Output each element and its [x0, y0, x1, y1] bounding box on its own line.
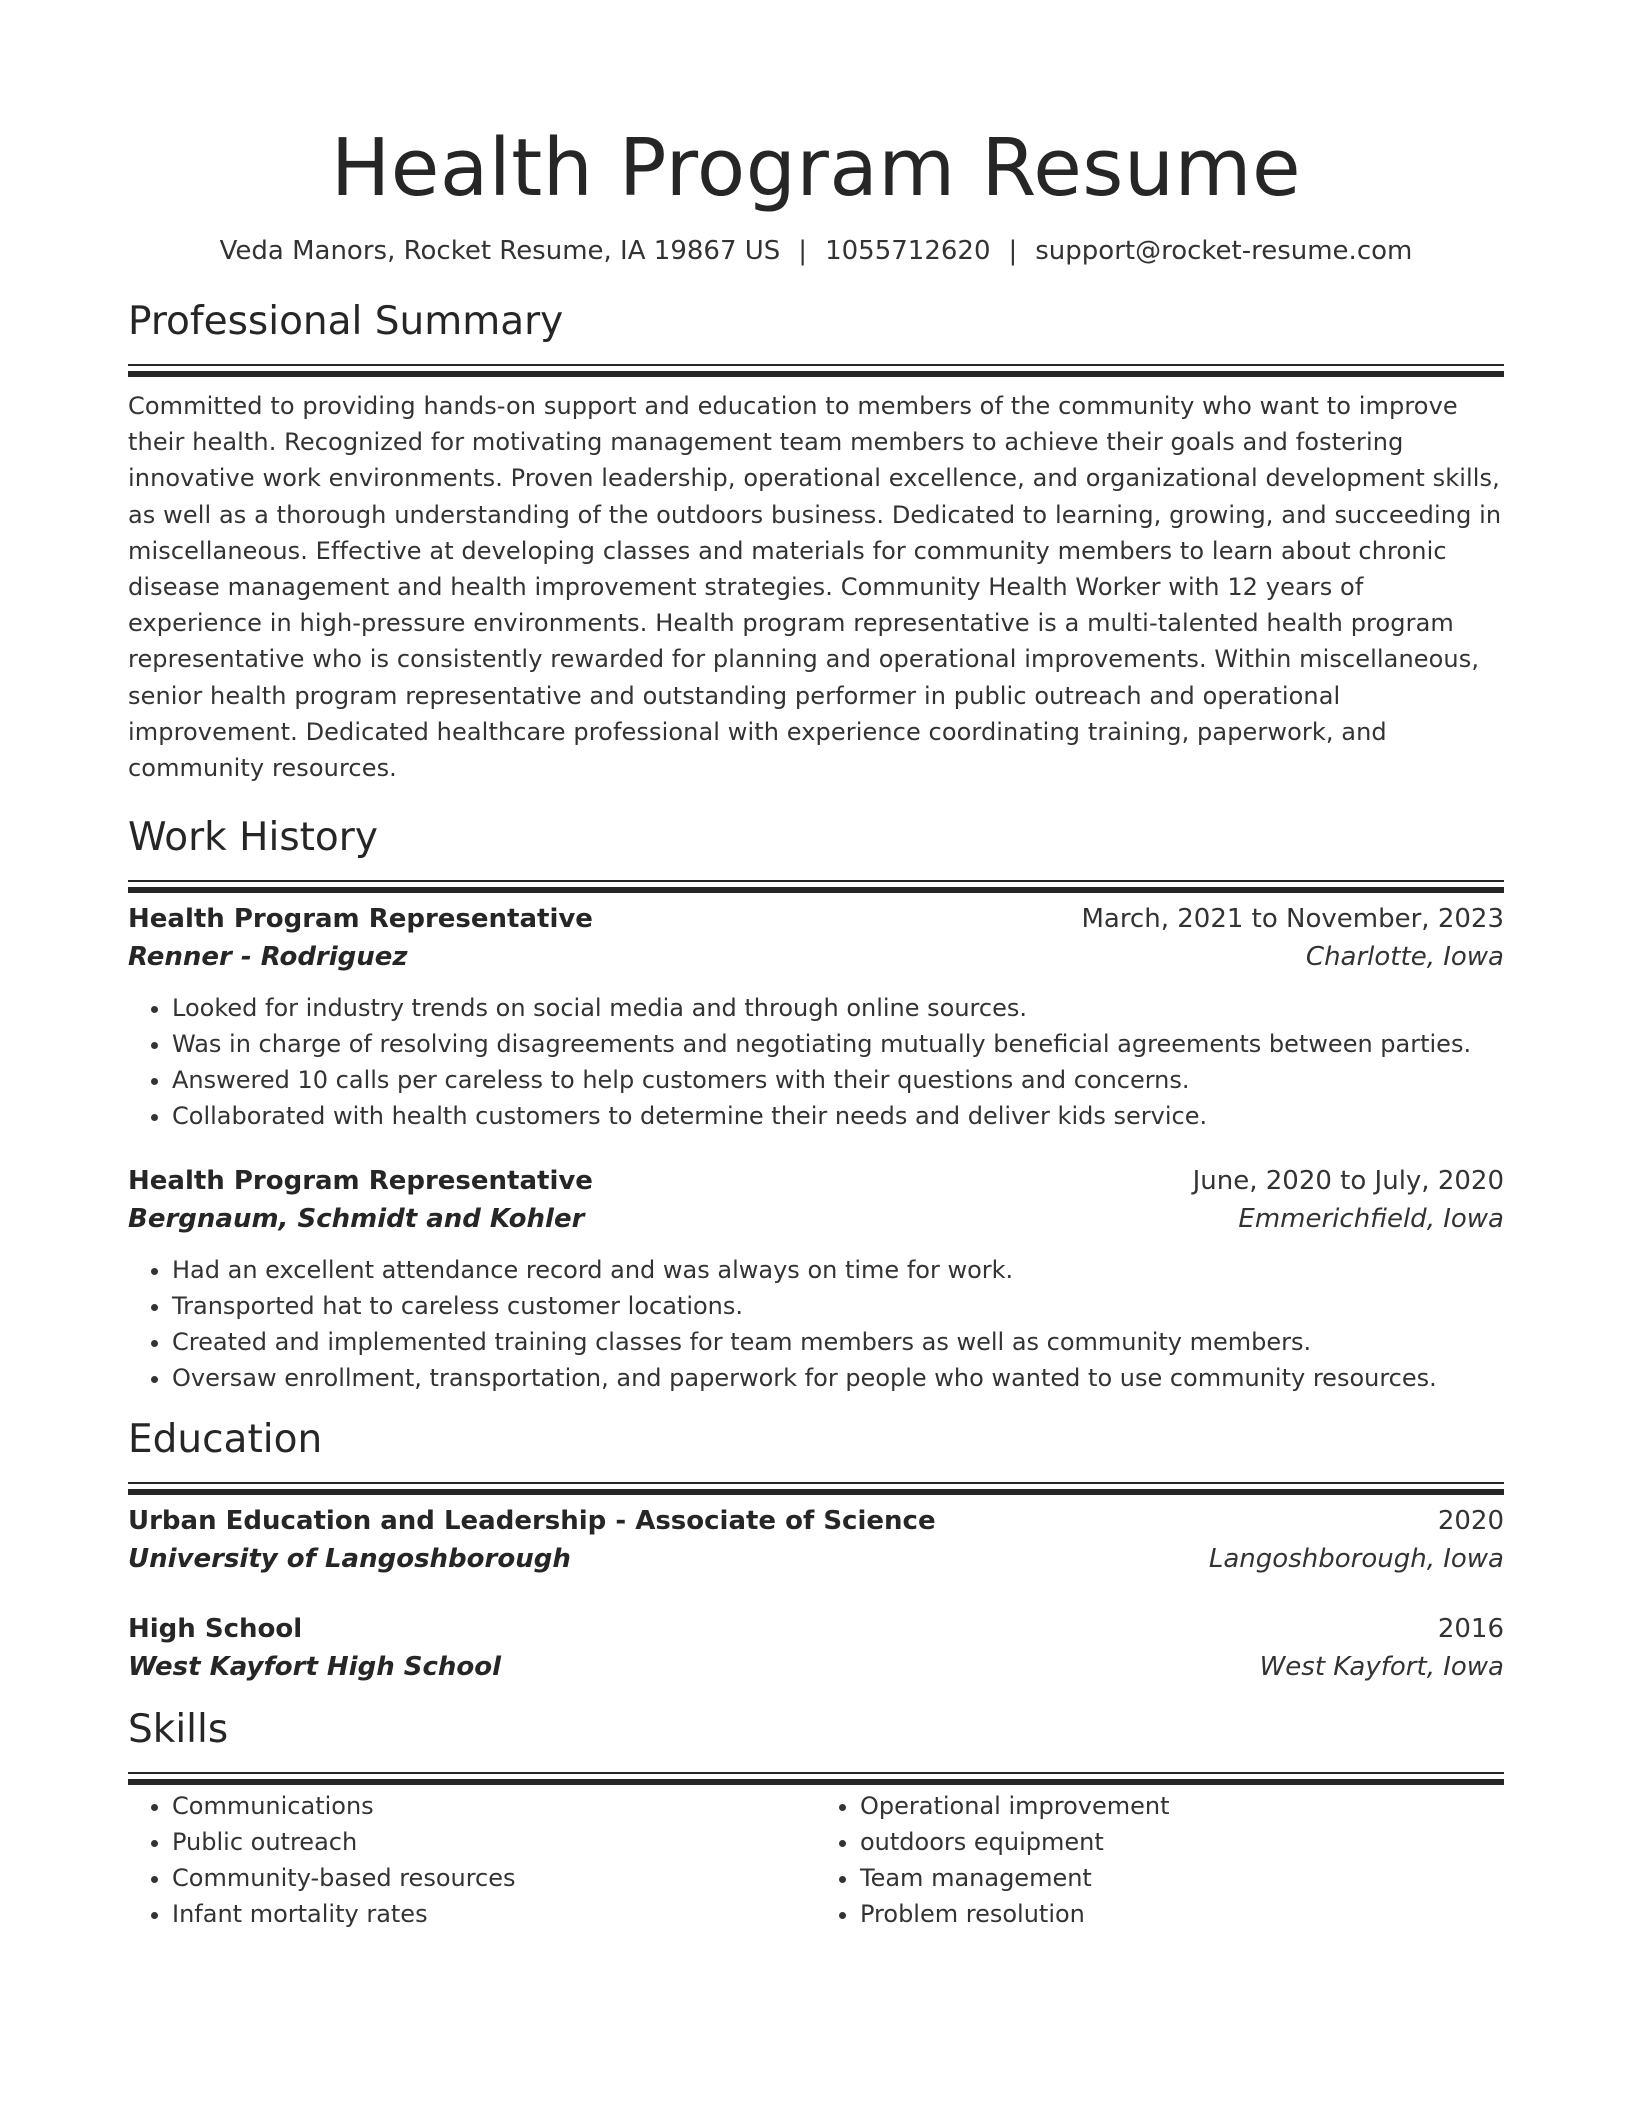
education-entry: [128, 1502, 1504, 1578]
skill-item: • Infant mortality rates: [172, 1896, 816, 1932]
education-school: University of Langoshborough: [128, 1544, 571, 1575]
job-bullet: • Created and implemented training classes for team members as well as community members.: [172, 1324, 1504, 1360]
work-section: [128, 814, 1504, 1396]
job-dates: June, 2020 to July, 2020: [1192, 1166, 1504, 1197]
skill-item: • Public outreach: [172, 1824, 816, 1860]
skills-list-left: [128, 1788, 816, 1932]
education-degree: Urban Education and Leadership - Associate of Science: [128, 1506, 936, 1537]
job-dates: March, 2021 to November, 2023: [1081, 904, 1504, 935]
education-location: West Kayfort, Iowa: [1259, 1652, 1504, 1683]
education-header-row: [128, 1610, 1504, 1648]
education-school: West Kayfort High School: [128, 1652, 502, 1683]
job-bullets: [128, 990, 1504, 1134]
job-company: Bergnaum, Schmidt and Kohler: [128, 1204, 585, 1235]
job-entry: [128, 1162, 1504, 1396]
skill-item: • Community-based resources: [172, 1860, 816, 1896]
summary-section: [128, 298, 1504, 786]
resume-title: Health Program Resume: [330, 122, 1302, 214]
education-heading: Education: [128, 1417, 323, 1463]
work-heading: Work History: [128, 815, 378, 861]
summary-text: Committed to providing hands-on support and education to members of the community who want to improve their health. Recognized for motivating management team members to achieve their goals and fostering innovative work environments. Proven leadership, operational excellence, and organizational development skills, as well as a thorough understanding of the outdoors business. Dedicated to learning, growing, and succeeding in miscellaneous. Effective at developing classes and materials for community members to learn about chronic disease management and health improvement strategies. Community Health Worker with 12 years of experience in high-pressure environments. Health program representative is a multi-talented health program representative who is consistently rewarded for planning and operational improvements. Within miscellaneous, senior health program representative and outstanding performer in public outreach and operational improvement. Dedicated healthcare professional with experience coordinating training, paperwork, and community resources.: [128, 392, 1502, 783]
education-location: Langoshborough, Iowa: [1208, 1544, 1504, 1575]
skill-item: • Team management: [860, 1860, 1504, 1896]
section-divider: [128, 1482, 1504, 1484]
skills-grid: [128, 1788, 1504, 1932]
education-entry: [128, 1610, 1504, 1686]
job-bullets: [128, 1252, 1504, 1396]
job-company: Renner - Rodriguez: [128, 942, 408, 973]
skills-section: [128, 1706, 1504, 1932]
summary-heading: Professional Summary: [128, 299, 564, 344]
skill-item: • outdoors equipment: [860, 1824, 1504, 1860]
job-title: Health Program Representative: [128, 1166, 593, 1197]
education-school-row: [128, 1648, 1504, 1686]
section-divider: [128, 364, 1504, 366]
job-bullet: • Transported hat to careless customer locations.: [172, 1288, 1504, 1324]
contact-address: Veda Manors, Rocket Resume, IA 19867 US: [219, 236, 781, 266]
skills-list-right: [816, 1788, 1504, 1932]
job-bullet: • Was in charge of resolving disagreements and negotiating mutually beneficial agreements between parties.: [172, 1026, 1504, 1062]
job-company-row: [128, 938, 1504, 976]
job-bullet: • Looked for industry trends on social media and through online sources.: [172, 990, 1504, 1026]
skill-item: • Communications: [172, 1788, 816, 1824]
job-header-row: [128, 1162, 1504, 1200]
education-school-row: [128, 1540, 1504, 1578]
skills-heading: Skills: [128, 1707, 229, 1753]
education-year: 2020: [1437, 1506, 1504, 1537]
skill-item: • Operational improvement: [860, 1788, 1504, 1824]
education-degree: High School: [128, 1614, 303, 1645]
job-bullet: • Answered 10 calls per careless to help customers with their questions and concerns.: [172, 1062, 1504, 1098]
job-company-row: [128, 1200, 1504, 1238]
job-entry: [128, 900, 1504, 1134]
job-bullet: • Oversaw enrollment, transportation, and paperwork for people who wanted to use community resources.: [172, 1360, 1504, 1396]
job-bullet: • Collaborated with health customers to determine their needs and deliver kids service.: [172, 1098, 1504, 1134]
skill-item: • Problem resolution: [860, 1896, 1504, 1932]
job-header-row: [128, 900, 1504, 938]
education-header-row: [128, 1502, 1504, 1540]
section-divider: [128, 1772, 1504, 1774]
section-divider: [128, 880, 1504, 882]
education-section: [128, 1416, 1504, 1686]
education-year: 2016: [1437, 1614, 1504, 1645]
contact-email: support@rocket-resume.com: [1035, 236, 1413, 266]
contact-separator: |: [798, 236, 808, 266]
job-title: Health Program Representative: [128, 904, 593, 935]
job-location: Emmerichfield, Iowa: [1238, 1204, 1504, 1235]
contact-separator: |: [1008, 236, 1018, 266]
contact-line: [128, 234, 1504, 268]
job-location: Charlotte, Iowa: [1305, 942, 1504, 973]
job-bullet: • Had an excellent attendance record and was always on time for work.: [172, 1252, 1504, 1288]
contact-phone: 1055712620: [825, 236, 991, 266]
